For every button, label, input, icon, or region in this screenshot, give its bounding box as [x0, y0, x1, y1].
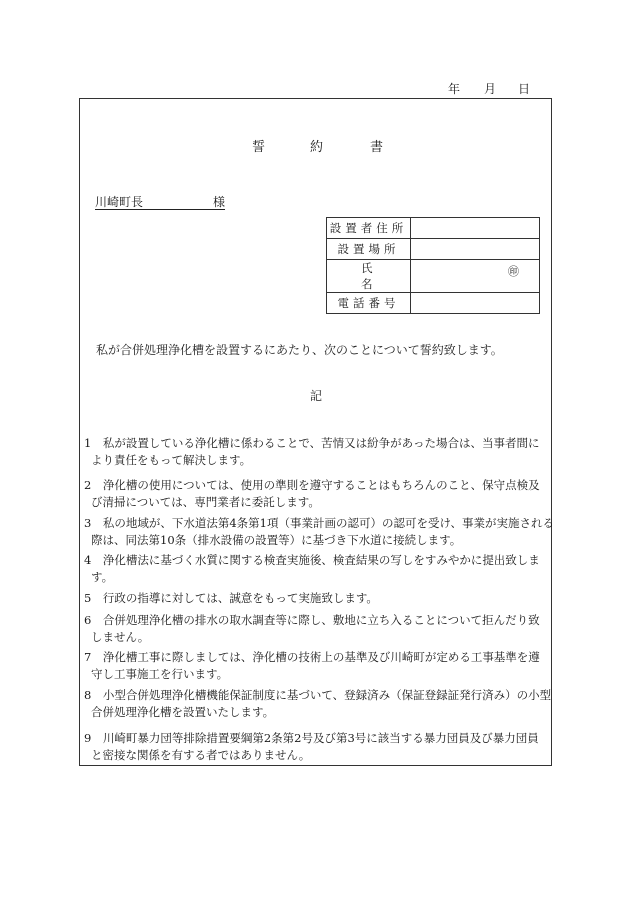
list-item — [84, 687, 552, 721]
list-item — [84, 435, 549, 469]
item-line-1: 6 合併処理浄化槽の排水の取水調査等に際し、敷地に立ち入ることについて拒んだり致 — [84, 613, 540, 627]
date-day: 日 — [518, 82, 531, 96]
address-label: 設置者住所 — [327, 218, 411, 239]
item-line-1: 2 浄化槽の使用については、使用の準則を遵守することはもちろんのこと、保守点検及 — [84, 478, 540, 492]
list-item — [84, 477, 549, 511]
item-line-2: 際は、同法第10条（排水設備の設置等）に基づき下水道に接続します。 — [91, 533, 462, 547]
item-line-2: と密接な関係を有する者ではありません。 — [91, 748, 311, 762]
item-line-1: 4 浄化槽法に基づく水質に関する検査実施後、検査結果の写しをすみやかに提出致しま — [84, 553, 540, 567]
list-item — [84, 552, 549, 586]
list-item — [84, 612, 549, 646]
list-item — [84, 730, 549, 764]
item-line-2: より責任をもって解決します。 — [91, 453, 252, 467]
table-row — [327, 218, 540, 239]
item-line-2: び清掃については、専門業者に委託します。 — [91, 495, 320, 509]
title-char-1: 誓 — [252, 140, 266, 155]
phone-label: 電話番号 — [327, 293, 411, 314]
title-char-3: 書 — [370, 140, 384, 155]
address-field[interactable] — [411, 218, 540, 239]
item-line-2: しません。 — [91, 630, 150, 644]
name-label: 氏名 — [327, 260, 411, 293]
name-field[interactable] — [411, 260, 540, 293]
list-item — [84, 590, 549, 607]
seal-mark: ㊞ — [508, 265, 519, 278]
site-label: 設置場所 — [327, 239, 411, 260]
site-field[interactable] — [411, 239, 540, 260]
table-row — [327, 293, 540, 314]
ki-heading: 記 — [310, 389, 323, 403]
addressee — [95, 193, 225, 210]
list-item — [84, 649, 549, 683]
date-year: 年 — [448, 82, 461, 96]
addressee-name: 川崎町長 — [95, 195, 144, 209]
date-month: 月 — [484, 82, 497, 96]
item-line-1: 1 私が設置している浄化槽に係わることで、苦情又は紛争があった場合は、当事者間に — [84, 436, 540, 450]
title-char-2: 約 — [310, 140, 324, 155]
table-row — [327, 260, 540, 293]
item-line-2: 合併処理浄化槽を設置いたします。 — [91, 705, 275, 719]
item-line-1: 8 小型合併処理浄化槽機能保証制度に基づいて、登録済み（保証登録証発行済み）の小型 — [84, 688, 552, 702]
applicant-info-table — [326, 217, 540, 314]
date-line — [0, 80, 630, 98]
phone-field[interactable] — [411, 293, 540, 314]
lead-text: 私が合併処理浄化槽を設置するにあたり、次のことについて誓約致します。 — [96, 343, 503, 357]
table-row — [327, 239, 540, 260]
addressee-honorific: 様 — [212, 195, 225, 209]
item-line-1: 9 川崎町暴力団等排除措置要綱第2条第2号及び第3号に該当する暴力団員及び暴力団員 — [84, 731, 539, 745]
item-line-1: 5 行政の指導に対しては、誠意をもって実施致します。 — [84, 591, 378, 605]
item-line-2: 守し工事施工を行います。 — [91, 667, 229, 681]
item-line-1: 7 浄化槽工事に際しましては、浄化槽の技術上の基準及び川崎町が定める工事基準を遵 — [84, 650, 540, 664]
item-line-2: す。 — [91, 570, 114, 584]
list-item — [84, 515, 554, 549]
item-line-1: 3 私の地域が、下水道法第4条第1項（事業計画の認可）の認可を受け、事業が実施される — [84, 516, 554, 530]
